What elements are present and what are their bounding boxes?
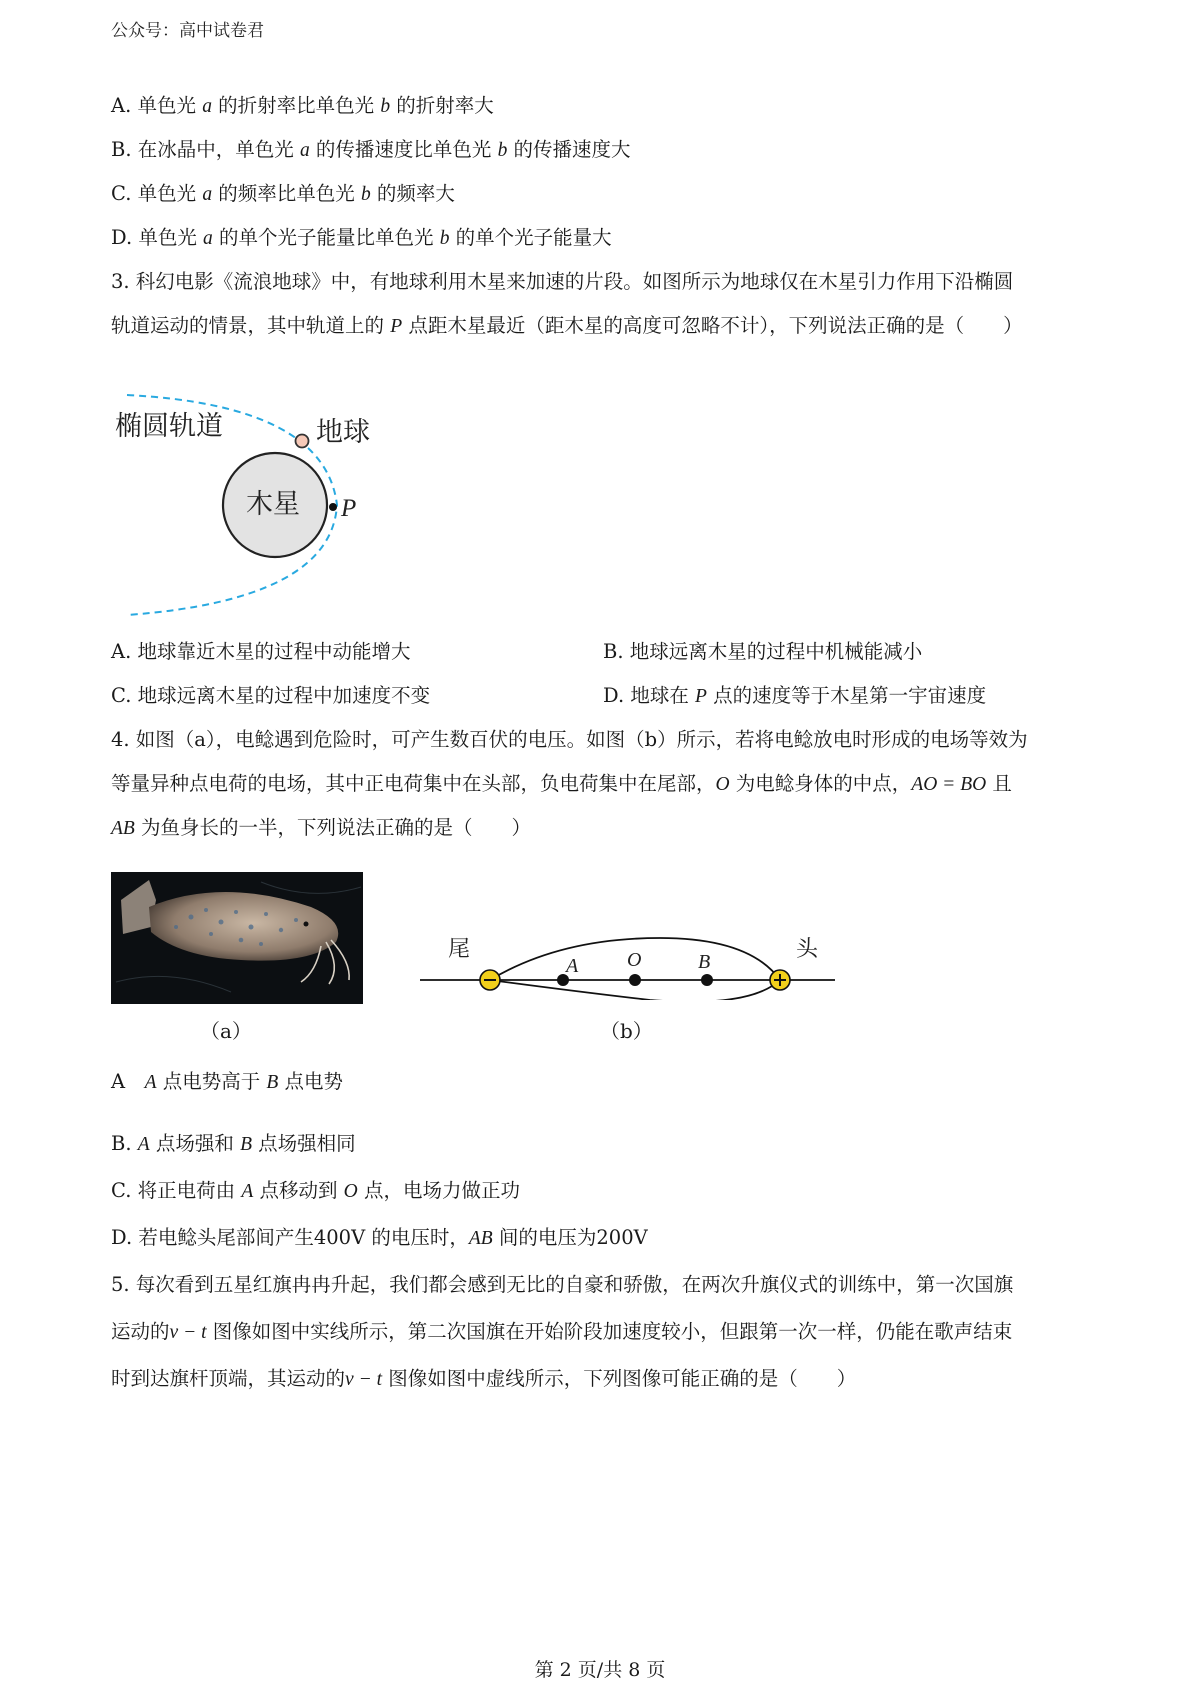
- figure-a-caption: （a）: [200, 1019, 252, 1043]
- q2-option-c: C. 单色光 a 的频率比单色光 b 的频率大: [111, 182, 455, 205]
- tail-label: 尾: [448, 937, 471, 962]
- point-b-label: B: [698, 951, 711, 973]
- q4-stem-line2: 等量异种点电荷的电场，其中正电荷集中在头部，负电荷集中在尾部，O 为电鲶身体的中点，AO = BO 且: [111, 772, 1012, 795]
- electric-catfish-photo: [111, 872, 363, 1004]
- q4-option-a: A A 点电势高于 B 点电势: [111, 1070, 344, 1093]
- jupiter-label: 木星: [246, 489, 300, 520]
- q3-stem-line2: 轨道运动的情景，其中轨道上的 P 点距木星最近（距木星的高度可忽略不计），下列说法正确的是（ ）: [111, 314, 1023, 337]
- q2-option-a: A. 单色光 a 的折射率比单色光 b 的折射率大: [111, 94, 494, 117]
- orbit-label: 椭圆轨道: [115, 411, 223, 442]
- q4-option-d: D. 若电鲶头尾部间产生400V 的电压时，AB 间的电压为200V: [111, 1226, 648, 1249]
- earth-label: 地球: [316, 417, 370, 448]
- q2-option-d: D. 单色光 a 的单个光子能量比单色光 b 的单个光子能量大: [111, 226, 612, 249]
- q3-option-c: C. 地球远离木星的过程中加速度不变: [111, 684, 431, 707]
- q4-stem-line3: AB 为鱼身长的一半，下列说法正确的是（ ）: [111, 816, 532, 839]
- jupiter-orbit-figure: [105, 385, 395, 625]
- page-header: 公众号：高中试卷君: [111, 21, 264, 41]
- q5-stem-line1: 5. 每次看到五星红旗冉冉升起，我们都会感到无比的自豪和骄傲，在两次升旗仪式的训练中，第一次国旗: [111, 1273, 1014, 1296]
- point-o-label: O: [627, 949, 642, 971]
- q4-option-b: B. A 点场强和 B 点场强相同: [111, 1132, 356, 1155]
- q3-stem-line1: 3. 科幻电影《流浪地球》中，有地球利用木星来加速的片段。如图所示为地球仅在木星引力作用下沿椭圆: [111, 270, 1014, 293]
- earth-circle: [296, 435, 309, 448]
- q4-option-c: C. 将正电荷由 A 点移动到 O 点，电场力做正功: [111, 1179, 520, 1202]
- point-b-dot: [701, 974, 713, 986]
- q3-option-a: A. 地球靠近木星的过程中动能增大: [111, 640, 411, 663]
- q3-option-d: D. 地球在 P 点的速度等于木星第一宇宙速度: [603, 684, 987, 707]
- q2-option-b: B. 在冰晶中，单色光 a 的传播速度比单色光 b 的传播速度大: [111, 138, 631, 161]
- point-p-label: P: [341, 495, 357, 522]
- point-p-dot: [329, 503, 337, 511]
- electric-field-diagram: [420, 920, 840, 1000]
- q4-stem-line1: 4. 如图（a），电鲶遇到危险时，可产生数百伏的电压。如图（b）所示，若将电鲶放电时形成的电场等效为: [111, 728, 1028, 751]
- head-label: 头: [796, 937, 819, 962]
- page-footer: 第 2 页/共 8 页: [534, 1659, 666, 1681]
- q5-stem-line3: 时到达旗杆顶端，其运动的v − t 图像如图中虚线所示，下列图像可能正确的是（ ）: [111, 1367, 857, 1390]
- point-a-label: A: [566, 955, 579, 977]
- q5-stem-line2: 运动的v − t 图像如图中实线所示，第二次国旗在开始阶段加速度较小，但跟第一次一样，仍能在歌声结束: [111, 1320, 1013, 1343]
- point-o-dot: [629, 974, 641, 986]
- q3-option-b: B. 地球远离木星的过程中机械能减小: [603, 640, 923, 663]
- figure-b-caption: （b）: [600, 1019, 653, 1043]
